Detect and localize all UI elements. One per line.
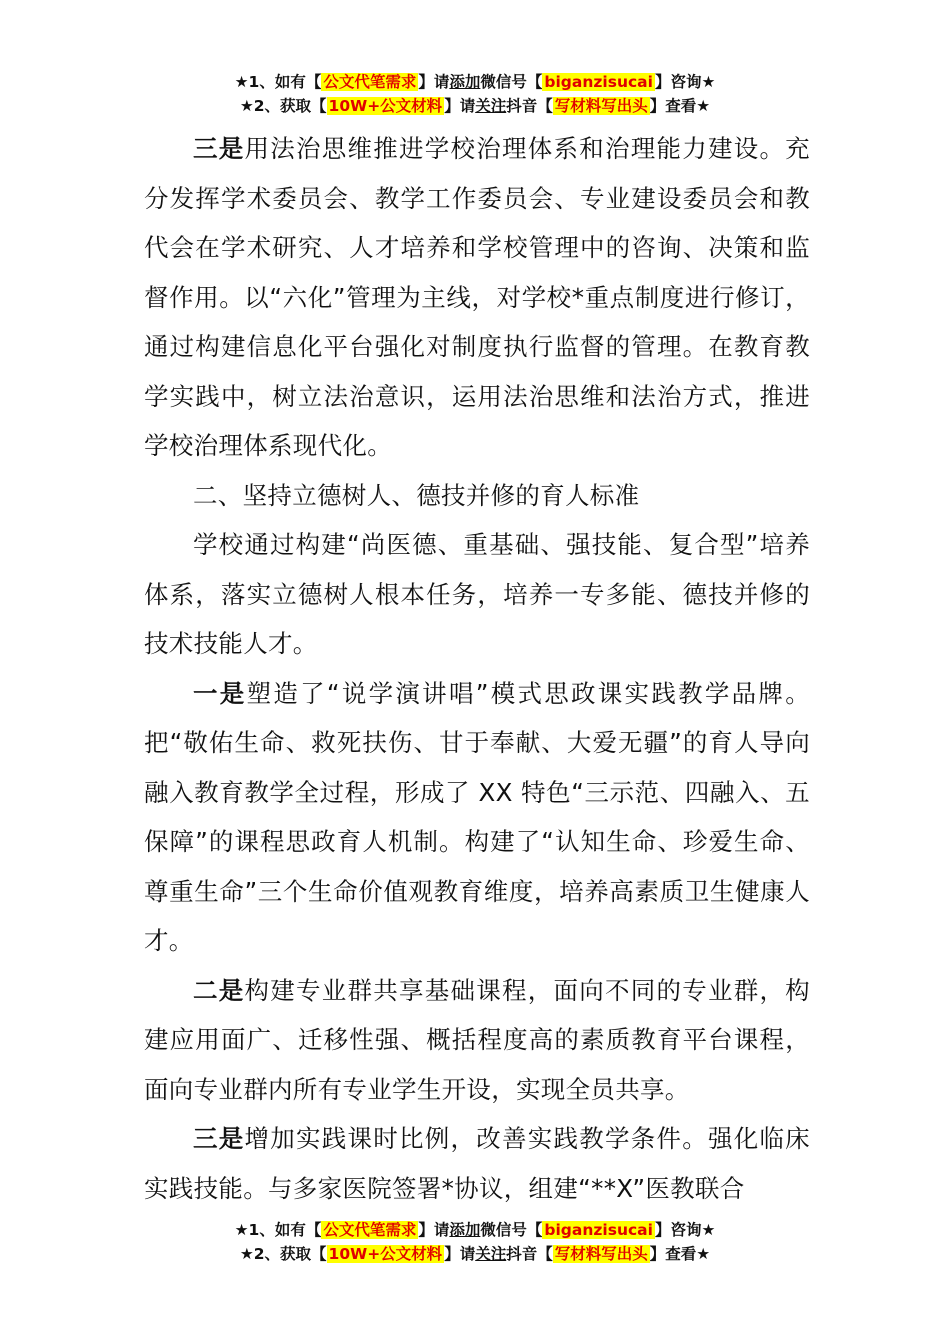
paragraph-text: 塑造了“说学演讲唱”模式思政课实践教学品牌。把“敬佑生命、救死扶伤、甘于奉献、大爱无疆”的育人导向融入教育教学全过程，形成了 XX 特色“三示范、四融入、五保障”的课程思政育人机制。构建了“认知生命、珍爱生命、尊重生命”三个生命价值观教育维度，培养高素质卫生健康人才。 bbox=[144, 678, 811, 955]
paragraph-1 bbox=[144, 124, 810, 471]
banner-text: 抖音【 bbox=[506, 1245, 553, 1263]
footer-banner bbox=[0, 1218, 950, 1266]
banner-text: ★2、获取【 bbox=[239, 97, 327, 115]
banner-text: 】查看★ bbox=[649, 1245, 711, 1263]
banner-text: 】请 bbox=[418, 1221, 450, 1239]
paragraph-lead: 二是 bbox=[193, 975, 245, 1005]
heading-text: 二、坚持立德树人、德技并修的育人标准 bbox=[193, 480, 640, 510]
paragraph-3 bbox=[144, 520, 810, 669]
banner-highlight: biganzisucai bbox=[544, 1221, 653, 1239]
banner-text: 】咨询★ bbox=[654, 1221, 716, 1239]
paragraph-text: 构建专业群共享基础课程，面向不同的专业群，构建应用面广、迁移性强、概括程度高的素质教育平台课程，面向专业群内所有专业学生开设，实现全员共享。 bbox=[144, 975, 810, 1104]
paragraph-lead: 一是 bbox=[193, 678, 247, 708]
banner-highlight: 写材料写出头 bbox=[554, 1245, 648, 1263]
paragraph-5 bbox=[144, 966, 810, 1115]
banner-text: ★1、如有【 bbox=[234, 1221, 322, 1239]
paragraph-4 bbox=[144, 669, 810, 966]
banner-highlight: 10W+公文材料 bbox=[328, 1245, 443, 1263]
document-body bbox=[144, 124, 810, 1213]
paragraph-text: 学校通过构建“尚医德、重基础、强技能、复合型”培养体系，落实立德树人根本任务，培养一专多能、德技并修的技术技能人才。 bbox=[144, 530, 810, 658]
banner-highlight: biganzisucai bbox=[544, 73, 653, 91]
banner-line-2 bbox=[0, 94, 950, 118]
banner-text: 】请 bbox=[444, 97, 476, 115]
banner-underline: 添加 bbox=[449, 1221, 481, 1239]
banner-text: 】查看★ bbox=[649, 97, 711, 115]
paragraph-lead: 三是 bbox=[193, 134, 245, 163]
banner-text: 抖音【 bbox=[506, 97, 553, 115]
paragraph-lead: 三是 bbox=[193, 1124, 245, 1153]
banner-line-1 bbox=[0, 70, 950, 94]
banner-highlight: 公文代笔需求 bbox=[323, 73, 417, 91]
banner-text: 】咨询★ bbox=[654, 73, 716, 91]
paragraph-text: 用法治思维推进学校治理体系和治理能力建设。充分发挥学术委员会、教学工作委员会、专业建设委员会和教代会在学术研究、人才培养和学校管理中的咨询、决策和监督作用。以“六化”管理为主线，对学校*重点制度进行修订，通过构建信息化平台强化对制度执行监督的管理。在教育教学实践中，树立法治意识，运用法治思维和法治方式，推进学校治理体系现代化。 bbox=[144, 134, 810, 460]
section-heading bbox=[144, 471, 810, 521]
paragraph-text: 增加实践课时比例，改善实践教学条件。强化临床实践技能。与多家医院签署*协议，组建“**X”医教联合 bbox=[144, 1124, 810, 1203]
banner-highlight: 公文代笔需求 bbox=[323, 1221, 417, 1239]
banner-underline: 关注 bbox=[475, 1245, 507, 1263]
banner-underline: 关注 bbox=[475, 97, 507, 115]
banner-text: 】请 bbox=[444, 1245, 476, 1263]
banner-highlight: 写材料写出头 bbox=[554, 97, 648, 115]
header-banner bbox=[0, 70, 950, 118]
banner-text: ★2、获取【 bbox=[239, 1245, 327, 1263]
paragraph-6 bbox=[144, 1114, 810, 1213]
banner-text: 】请 bbox=[418, 73, 450, 91]
banner-text: ★1、如有【 bbox=[234, 73, 322, 91]
banner-line-2 bbox=[0, 1242, 950, 1266]
banner-text: 微信号【 bbox=[480, 73, 543, 91]
banner-line-1 bbox=[0, 1218, 950, 1242]
banner-text: 微信号【 bbox=[480, 1221, 543, 1239]
banner-highlight: 10W+公文材料 bbox=[328, 97, 443, 115]
banner-underline: 添加 bbox=[449, 73, 481, 91]
